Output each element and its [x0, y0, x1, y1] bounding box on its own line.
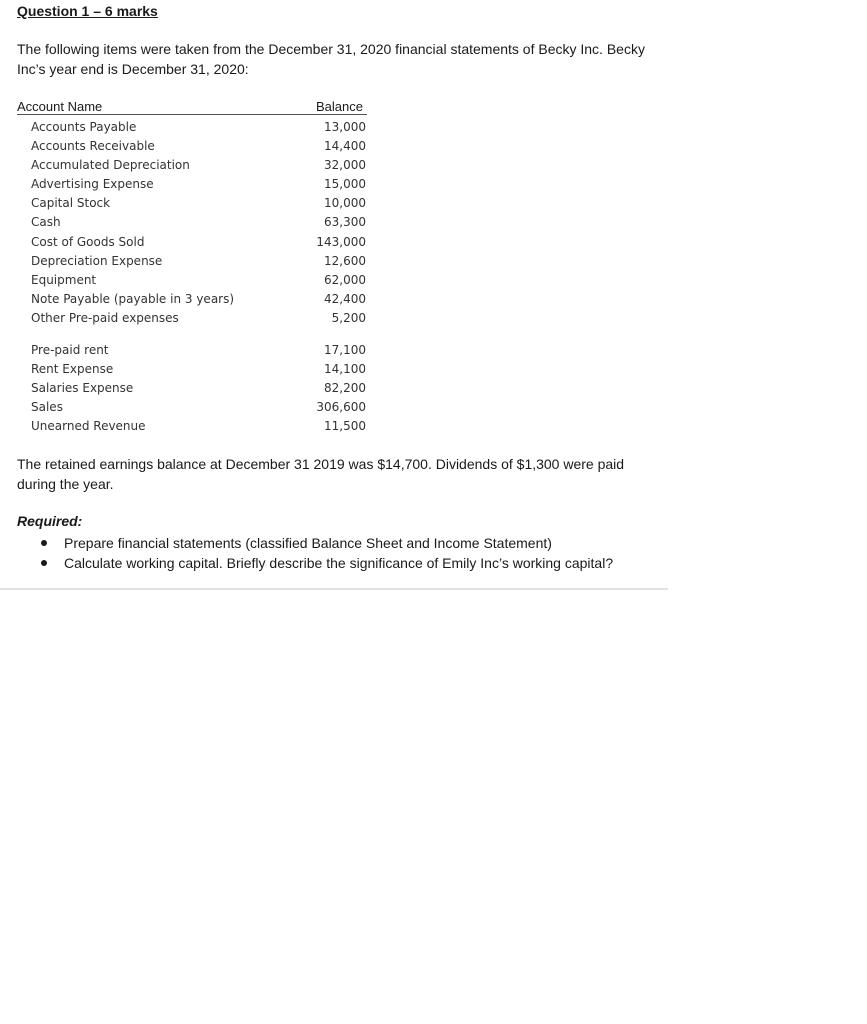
retained-earnings-note: The retained earnings balance at December 31 2019 was $14,700. Dividends of $1,300 were paid during the year. [17, 456, 625, 492]
question-intro: The following items were taken from the December 31, 2020 financial statements of Becky Inc. Becky Inc’s year end is December 31, 2020: [17, 41, 645, 77]
account-balance: 32,000 [324, 158, 366, 173]
account-balance: 10,000 [324, 196, 366, 211]
account-name: Accumulated Depreciation [31, 158, 190, 173]
table-row [31, 271, 367, 290]
table-row [31, 233, 367, 252]
list-item [17, 553, 657, 573]
account-name: Rent Expense [31, 362, 114, 377]
account-name: Advertising Expense [31, 177, 154, 192]
account-name: Accounts Payable [31, 120, 137, 134]
account-name: Sales [31, 400, 63, 415]
account-name: Other Pre-paid expenses [31, 310, 179, 325]
question-document [0, 0, 668, 590]
account-name: Accounts Receivable [31, 139, 155, 154]
account-balance: 306,600 [316, 400, 366, 415]
required-list [17, 533, 657, 573]
account-name-header: Account Name [17, 99, 103, 114]
table-row [31, 341, 367, 360]
table-row [31, 156, 367, 175]
table-row [31, 252, 367, 271]
account-balance: 15,000 [324, 177, 366, 192]
question-title: Question 1 – 6 marks [17, 3, 158, 19]
account-name: Salaries Expense [31, 381, 134, 396]
account-balance: 63,300 [324, 215, 366, 230]
account-name: Note Payable (payable in 3 years) [31, 291, 235, 306]
table-row [31, 175, 367, 194]
account-balance: 12,600 [324, 253, 366, 268]
table-row [31, 118, 367, 137]
account-name: Capital Stock [31, 196, 111, 211]
balance-header: Balance [316, 99, 363, 114]
account-balance: 13,000 [324, 120, 366, 134]
account-name: Unearned Revenue [31, 419, 146, 434]
table-header [17, 99, 367, 115]
account-name: Cost of Goods Sold [31, 234, 145, 249]
account-list-group-2 [31, 341, 367, 436]
table-row [31, 360, 367, 379]
account-balance: 11,500 [324, 419, 366, 434]
bullet-icon [41, 560, 47, 566]
table-row [31, 194, 367, 213]
table-row [31, 213, 367, 232]
required-item-text: Calculate working capital. Briefly describe the significance of Emily Inc’s working capital? [64, 555, 614, 571]
required-item-text: Prepare financial statements (classified Balance Sheet and Income Statement) [64, 535, 552, 551]
account-name: Equipment [31, 272, 97, 287]
table-row [31, 309, 367, 328]
account-name: Depreciation Expense [31, 253, 163, 268]
account-balance: 143,000 [316, 234, 366, 249]
required-heading: Required: [17, 513, 83, 529]
account-balance: 82,200 [324, 381, 366, 396]
table-row [31, 417, 367, 436]
account-balance: 42,400 [324, 291, 366, 306]
account-name: Pre-paid rent [31, 343, 109, 357]
table-row [31, 379, 367, 398]
account-balance: 17,100 [324, 343, 366, 357]
account-name: Cash [31, 215, 61, 230]
table-row [31, 290, 367, 309]
table-row [31, 398, 367, 417]
account-balance: 14,400 [324, 139, 366, 154]
account-list-group-1 [31, 118, 367, 328]
list-item [17, 533, 657, 553]
table-row [31, 137, 367, 156]
account-balance: 14,100 [324, 362, 366, 377]
bullet-icon [41, 540, 47, 546]
account-balance: 62,000 [324, 272, 366, 287]
account-balance: 5,200 [331, 310, 366, 325]
